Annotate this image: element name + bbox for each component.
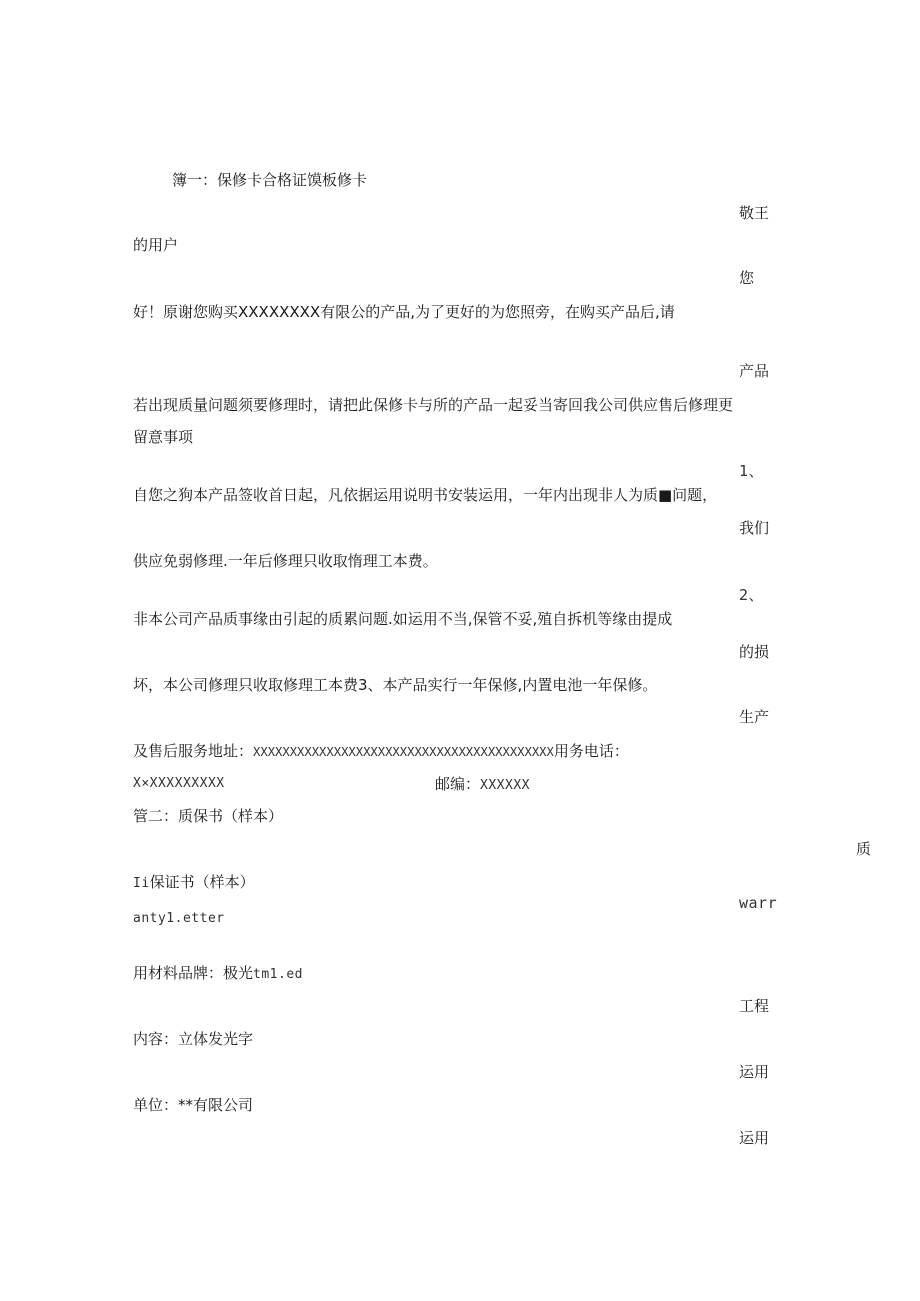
side-fragment-9: warr <box>739 894 778 912</box>
address-label: 及售后服务地址： <box>133 742 254 760</box>
section-heading-1: 簿一：保修卡合格证馍板修卡 <box>172 171 368 189</box>
far-right-fragment: 质 <box>856 840 872 858</box>
clause-1-line-a: 自您之狗本产品签收首日起，凡依据运用说明书安装运用，一年内出现非人为质■问题， <box>133 486 718 504</box>
side-fragment-2: 您 <box>739 269 755 287</box>
certificate-title-text: 保证书（样本） <box>149 873 255 891</box>
side-fragment-8: 生产 <box>739 708 770 726</box>
side-fragment-4: 1、 <box>739 462 765 480</box>
side-fragment-5: 我们 <box>739 519 770 537</box>
unit-line: 单位：**有限公司 <box>133 1096 254 1114</box>
side-fragment-6: 2、 <box>739 586 765 604</box>
brand-label: 用材料品牌：极光 <box>133 964 254 982</box>
certificate-prefix: Ii <box>133 876 150 891</box>
phone-label: 用务电话： <box>553 742 629 760</box>
repair-paragraph: 若出现质量问题须要修理时，请把此保修卡与所的产品一起妥当寄回我公司供应售后修理更 <box>133 396 734 414</box>
zip-value: XXXXXX <box>480 778 530 793</box>
clause-1-line-b: 供应免弱修理.一年后修理只收取惰理工本费。 <box>133 552 438 570</box>
address-line <box>133 741 629 762</box>
address-value: XXXXXXXXXXXXXXXXXXXXXXXXXXXXXXXXXXXXXXXXX <box>253 745 554 759</box>
thanks-text: 好！原谢您购买XXXXXXXX有限公的产品,为了更好的为您照旁，在购买产品后,请 <box>133 303 675 321</box>
zip-label: 邮编： <box>435 775 481 793</box>
side-fragment-1: 敬王 <box>739 204 770 222</box>
zip-line <box>435 774 530 796</box>
greeting-text: 的用户 <box>133 236 179 254</box>
clause-2-line-a: 非本公司产品质事缘由引起的质累问题.如运用不当,保管不妥,殖自拆机等缘由提成 <box>133 610 673 628</box>
side-fragment-3: 产品 <box>739 362 770 380</box>
certificate-title <box>133 872 255 894</box>
side-fragment-7: 的损 <box>739 643 770 661</box>
section-heading-2: 管二：质保书（样本） <box>133 807 284 825</box>
thanks-paragraph <box>133 302 675 322</box>
phone-value: X×XXXXXXXXX <box>133 776 225 791</box>
brand-value: tm1.ed <box>253 967 303 982</box>
notes-heading: 留意事项 <box>133 428 194 446</box>
content-line: 内容：立体发光字 <box>133 1030 254 1048</box>
side-fragment-11: 运用 <box>739 1063 770 1081</box>
side-fragment-10: 工程 <box>739 997 770 1015</box>
warranty-letter-text: anty1.etter <box>133 911 225 926</box>
side-fragment-12: 运用 <box>739 1129 770 1147</box>
brand-line <box>133 963 303 985</box>
clause-2-line-b: 坏，本公司修理只收取修理工本费3、本产品实行一年保修,内置电池一年保修。 <box>133 676 658 694</box>
